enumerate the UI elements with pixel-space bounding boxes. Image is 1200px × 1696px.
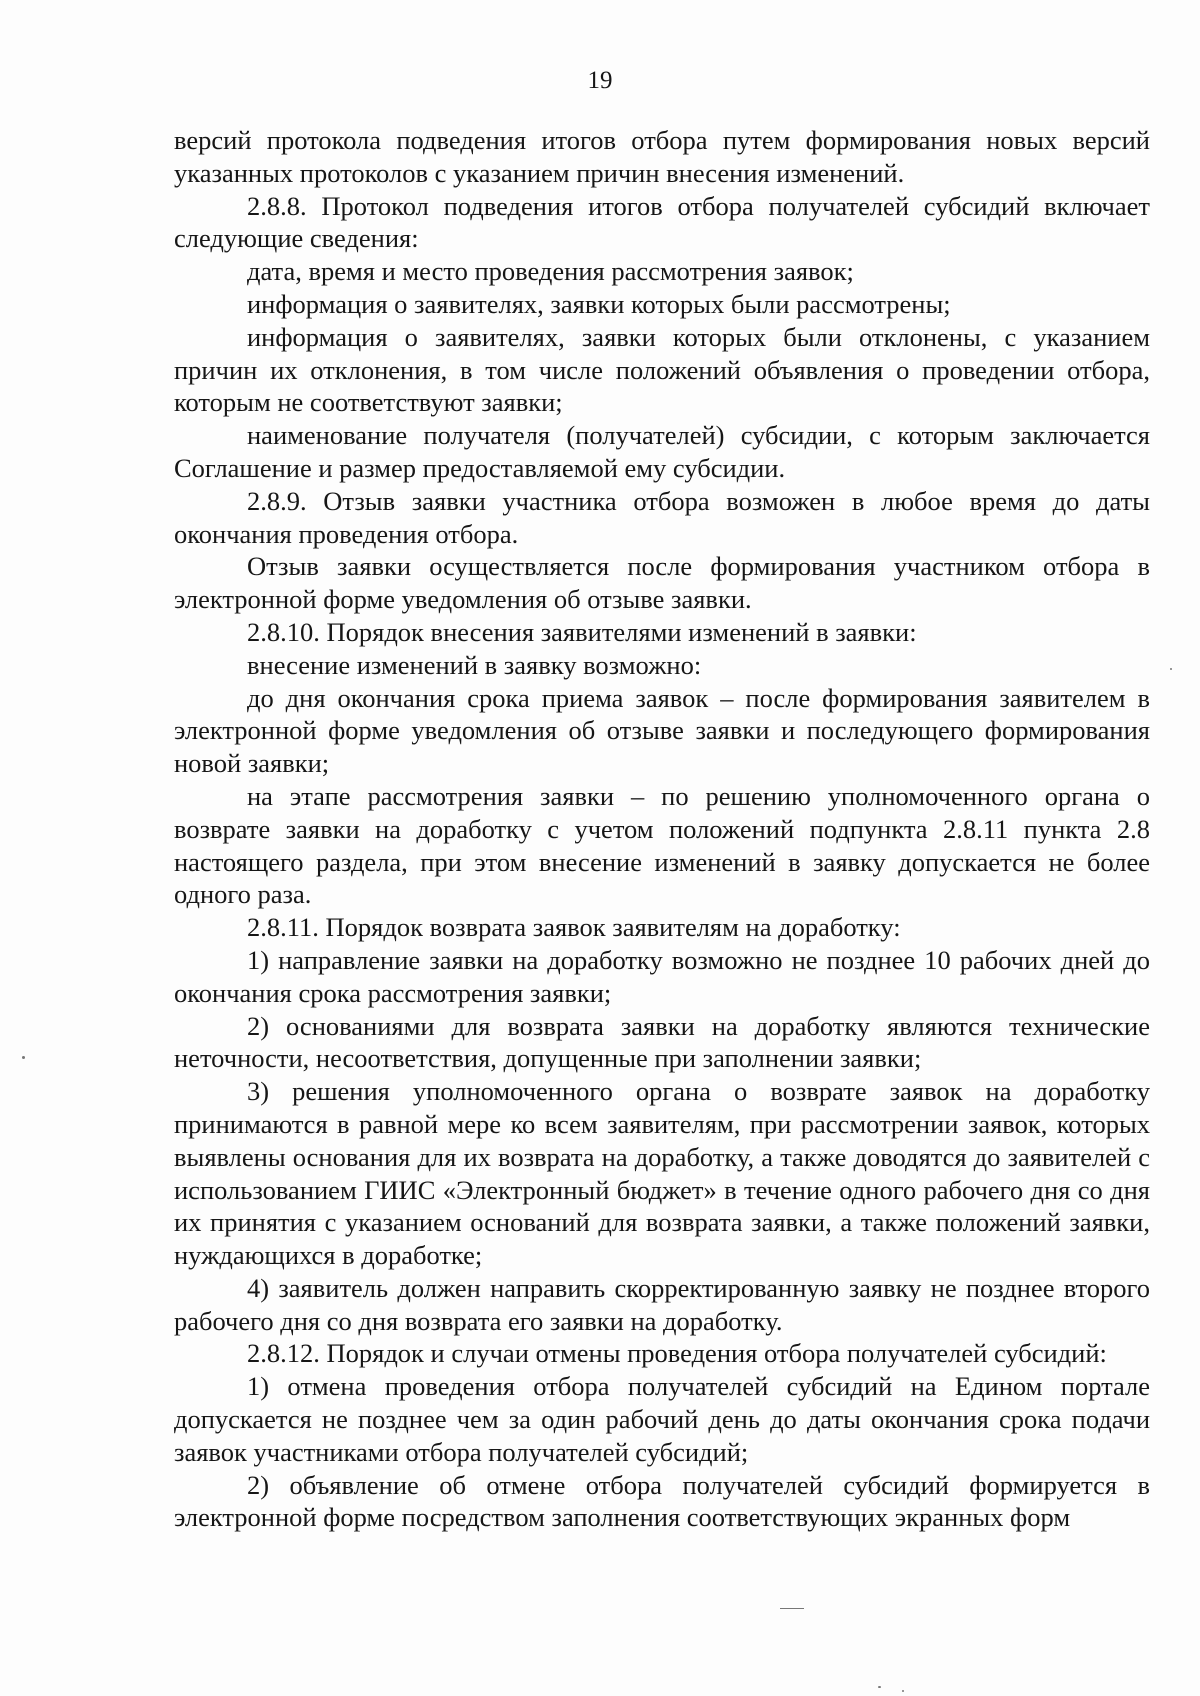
list-item-review-stage: на этапе рассмотрения заявки – по решению уполномоченного органа о возврате заявки на доработку с учетом положений подпункта 2.8.11 пункта 2.8 настоящего раздела, при этом внесение изменений в заявку допускается не более одного раза. [174, 780, 1150, 910]
list-item-recipient-name: наименование получателя (получателей) субсидии, с которым заключается Соглашение и размер предоставляемой ему субсидии. [174, 420, 1150, 483]
list-item-2-grounds: 2) основаниями для возврата заявки на доработку являются технические неточности, несоответствия, допущенные при заполнении заявки; [174, 1010, 1150, 1074]
page-number: 19 [587, 67, 613, 94]
document-body [174, 124, 1150, 1534]
list-item-1-return: 1) направление заявки на доработку возможно не позднее 10 рабочих дней до окончания срока рассмотрения заявки; [174, 944, 1150, 1008]
scan-speck [22, 1056, 25, 1059]
paragraph-changes-possible: внесение изменений в заявку возможно: [247, 649, 702, 680]
list-item-before-deadline: до дня окончания срока приема заявок – после формирования заявителем в электронной форме уведомления об отзыве заявки и последующего формирования новой заявки; [174, 682, 1150, 779]
paragraph-2-8-11: 2.8.11. Порядок возврата заявок заявителям на доработку: [247, 912, 901, 943]
paragraph-2-8-8: 2.8.8. Протокол подведения итогов отбора получателей субсидий включает следующие сведения: [174, 190, 1150, 254]
scan-speck [878, 1686, 881, 1688]
list-item-rejected-applicants: информация о заявителях, заявки которых были отклонены, с указанием причин их отклонения, в том числе положений объявления о проведении отбора, которым не соответствуют заявки; [174, 321, 1150, 418]
paragraph-2-8-10: 2.8.10. Порядок внесения заявителями изменений в заявки: [247, 616, 917, 647]
paragraph-2-8-9: 2.8.9. Отзыв заявки участника отбора возможен в любое время до даты окончания проведения отбора. [174, 485, 1150, 549]
list-item-2-announcement: 2) объявление об отмене отбора получателей субсидий формируется в электронной форме посредством заполнения соответствующих экранных форм [174, 1469, 1150, 1533]
paragraph-2-8-12: 2.8.12. Порядок и случаи отмены проведения отбора получателей субсидий: [247, 1338, 1107, 1369]
list-item-4-resubmit: 4) заявитель должен направить скорректированную заявку не позднее второго рабочего дня со дня возврата его заявки на доработку. [174, 1272, 1150, 1336]
list-item-reviewed-applicants: информация о заявителях, заявки которых были рассмотрены; [247, 288, 951, 319]
paragraph-continuation: версий протокола подведения итогов отбора путем формирования новых версий указанных протоколов с указанием причин внесения изменений. [174, 125, 1150, 188]
scan-speck [902, 1690, 904, 1692]
list-item-3-decisions: 3) решения уполномоченного органа о возврате заявок на доработку принимаются в равной мере ко всем заявителям, при рассмотрении заявок, которых выявлены основания для их возврата на доработку, а также доводятся до заявителей с использованием ГИИС «Электронный бюджет» в течение одного рабочего дня со дня их принятия с указанием оснований для возврата заявки, а также положений заявки, нуждающихся в доработке; [174, 1076, 1150, 1271]
paragraph-withdrawal: Отзыв заявки осуществляется после формирования участником отбора в электронной форме уведомления об отзыве заявки. [174, 551, 1150, 615]
list-item-1-cancel: 1) отмена проведения отбора получателей субсидий на Едином портале допускается не позднее чем за один рабочий день до даты окончания срока подачи заявок участниками отбора получателей субсидий; [174, 1371, 1150, 1467]
scan-speck [780, 1608, 804, 1609]
scan-speck [1170, 668, 1172, 670]
list-item-date-time-place: дата, время и место проведения рассмотрения заявок; [247, 256, 854, 287]
